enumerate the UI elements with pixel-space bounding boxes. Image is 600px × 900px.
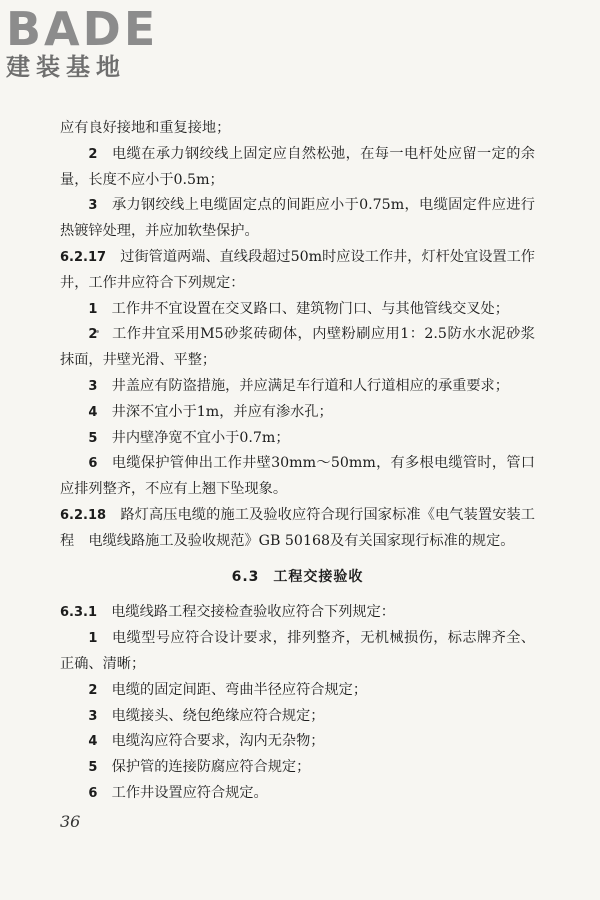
item-number: 2 [88,682,98,698]
paragraph-text: 工作井宜采用M5砂浆砖砌体，内壁粉刷应用1：2.5防水水泥砂浆抹面，井壁光滑、平整； [60,326,535,369]
paragraph-text: 电缆的固定间距、弯曲半径应符合规定； [111,681,368,698]
paragraph-text: 保护管的连接防腐应符合规定； [111,759,311,776]
paragraph-text: 过街管道两端、直线段超过50m时应设工作井，灯杆处宜设置工作井，工作井应符合下列规定： [60,248,535,291]
clause-paragraph [60,245,535,297]
paragraph-text: 电缆接头、绕包绝缘应符合规定； [111,707,325,724]
paragraph-text: 工作井不宜设置在交叉路口、建筑物门口、与其他管线交叉处； [111,300,509,317]
page-number: 36 [60,812,81,831]
clause-number: 6.2.18 [60,507,107,523]
clause-paragraph [60,503,535,555]
continuation-paragraph [60,116,535,142]
section-heading [60,565,535,591]
item-number: 6 [88,785,98,801]
logo-brand: BADE [6,2,159,56]
paragraph-text: 电缆型号应符合设计要求，排列整齐，无机械损伤，标志牌齐全、正确、清晰； [60,630,535,672]
item-number: 6 [88,456,98,472]
section-number: 6.3 [231,568,260,585]
paragraph-text: 井内壁净宽不宜小于0.7m； [111,429,290,446]
list-item [60,322,535,374]
list-item [60,729,535,755]
item-number: 2 [88,327,98,343]
page-body [60,116,535,807]
paragraph-text: 电缆保护管伸出工作井壁30mm～50mm，有多根电缆管时，管口应排列整齐，不应有上翘下坠现象。 [60,455,535,498]
paragraph-group-2 [60,600,535,806]
list-item [60,142,535,194]
item-number: 3 [88,708,98,724]
list-item [60,374,535,400]
paragraph-text: 承力钢绞线上电缆固定点的间距应小于0.75m，电缆固定件应进行热镀锌处理，并应加软垫保护。 [60,197,535,240]
paragraph-text: 路灯高压电缆的施工及验收应符合现行国家标准《电气装置安装工程 电缆线路施工及验收规范》GB 50168及有关国家现行标准的规定。 [60,506,535,549]
clause-number: 6.2.17 [60,249,107,265]
list-item [60,426,535,452]
item-number: 4 [88,734,98,750]
list-item [60,451,535,503]
list-item [60,704,535,730]
section-title-text: 工程交接验收 [273,568,364,585]
clause-paragraph [60,600,535,626]
item-number: 3 [88,198,98,214]
logo [6,2,181,86]
paragraph-text: 井盖应有防盗措施，并应满足车行道和人行道相应的承重要求； [111,377,509,394]
paragraph-text: 井深不宜小于1m，并应有渗水孔； [111,403,333,420]
item-number: 2 [88,146,98,162]
list-item [60,193,535,245]
list-item [60,678,535,704]
list-item [60,755,535,781]
paragraph-text: 电缆沟应符合要求，沟内无杂物； [111,733,325,750]
item-number: 1 [88,301,98,317]
paragraph-text: 电缆线路工程交接检查验收应符合下列规定： [111,604,395,621]
item-number: 3 [88,378,98,394]
paragraph-text: 电缆在承力钢绞线上固定应自然松弛，在每一电杆处应留一定的余量，长度不应小于0.5m； [60,145,535,188]
paragraph-text: 工作井设置应符合规定。 [111,784,268,801]
paragraph-text: 应有良好接地和重复接地； [60,120,231,136]
list-item [60,400,535,426]
list-item [60,781,535,807]
item-number: 1 [88,631,98,647]
item-number: 4 [88,404,98,420]
list-item [60,297,535,323]
paragraph-group-1 [60,116,535,555]
item-number: 5 [88,760,98,776]
list-item [60,626,535,678]
logo-subtitle: 建装基地 [6,53,126,81]
clause-number: 6.3.1 [60,605,98,621]
item-number: 5 [88,430,98,446]
